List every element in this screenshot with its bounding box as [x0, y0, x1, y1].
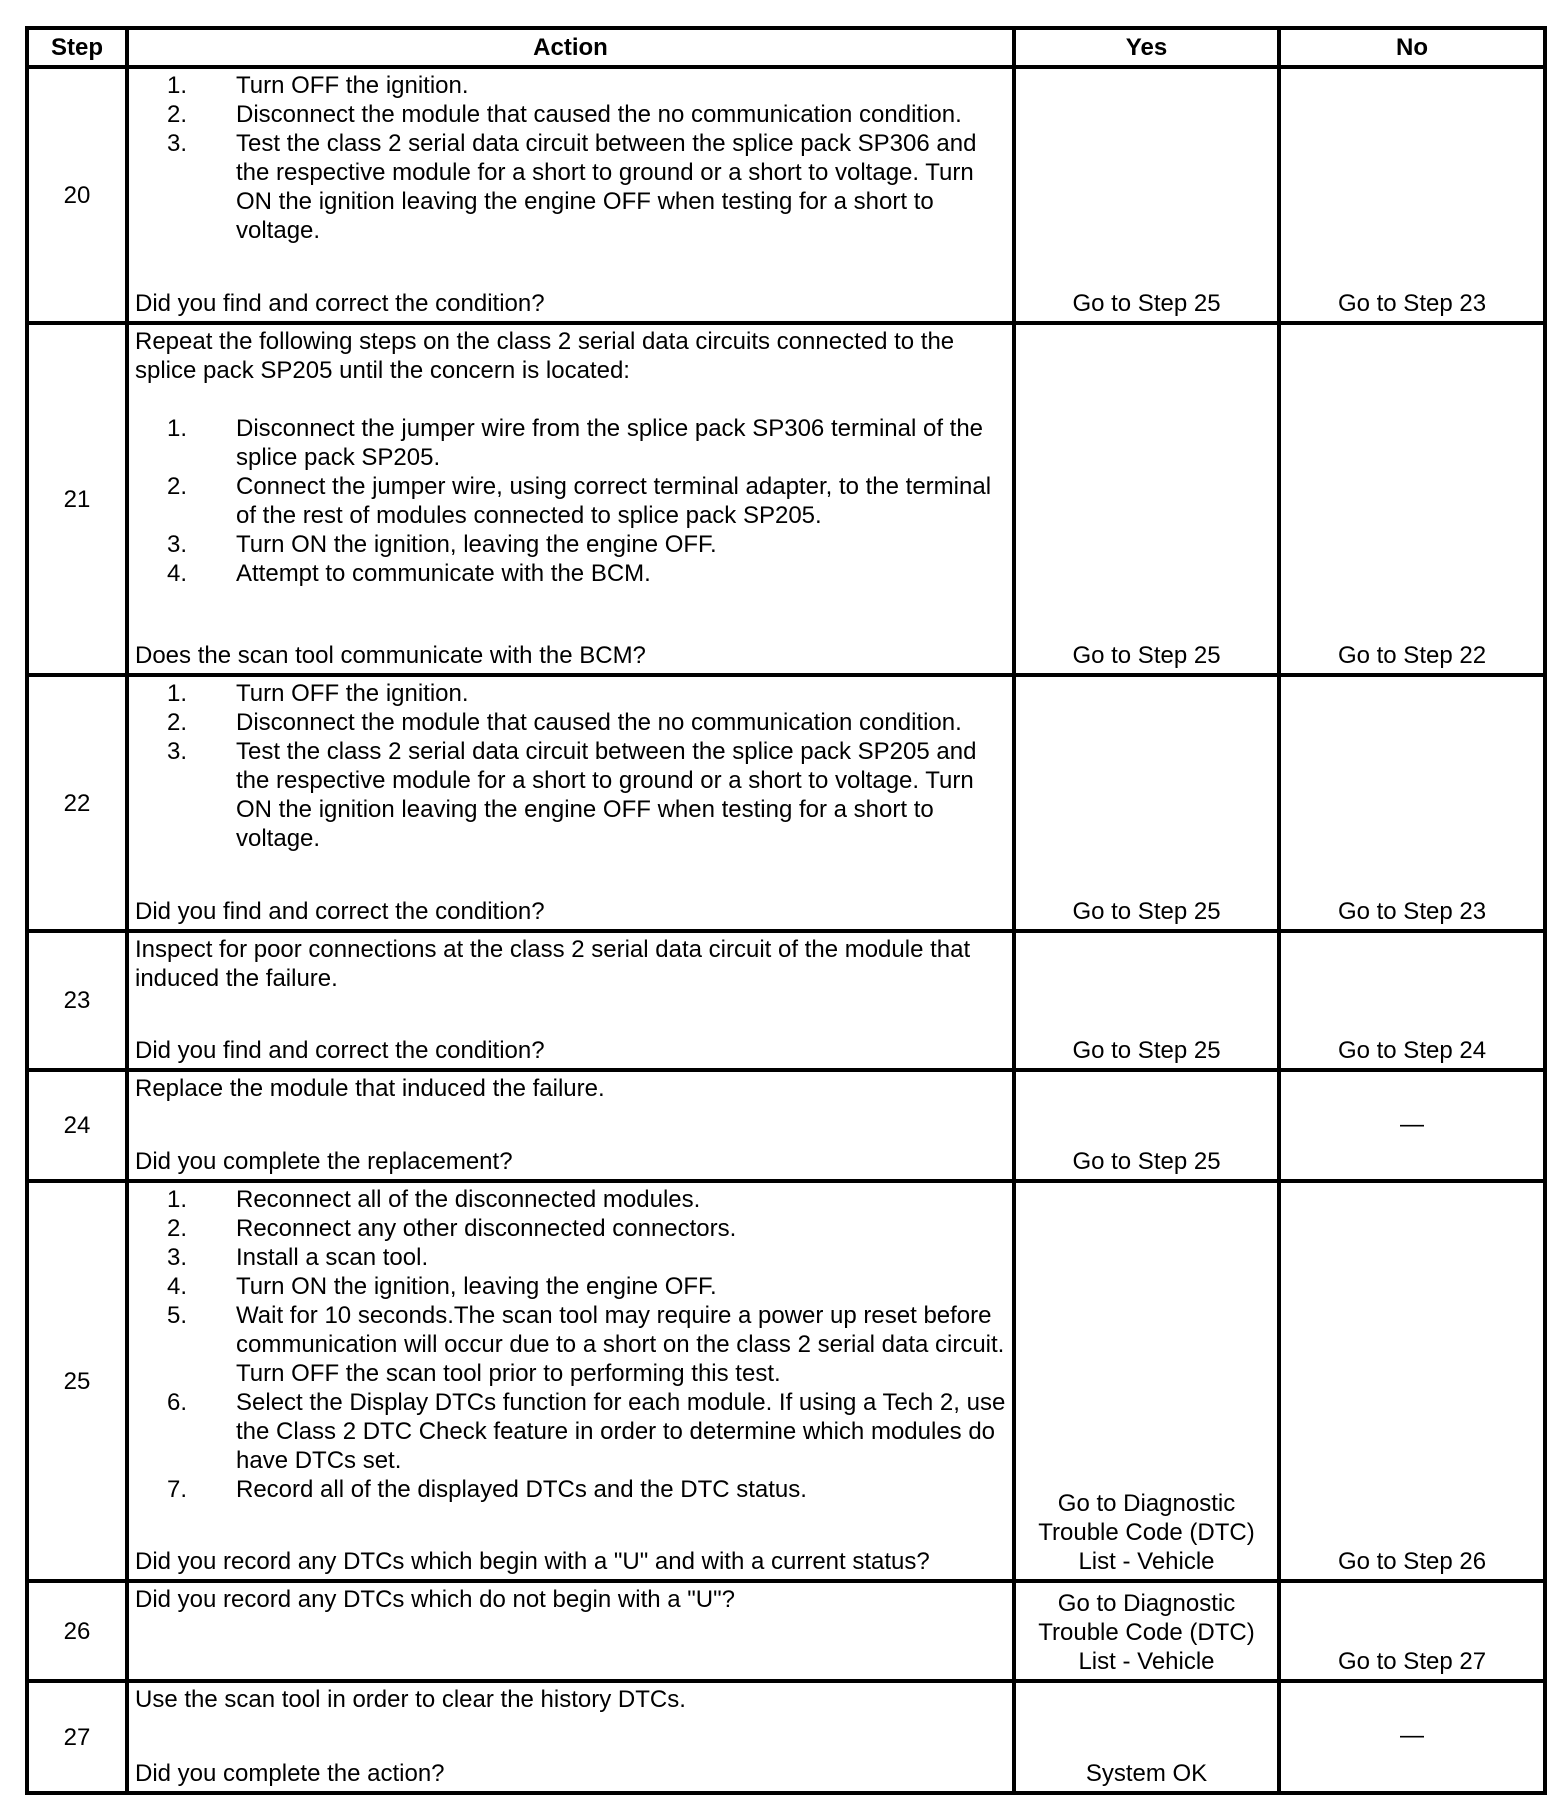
action-step: 6. Select the Display DTCs function for each module. If using a Tech 2, use the Class 2 DTC Check feature in order to determine which modules do have DTCs set.	[166, 1389, 1006, 1474]
step-row-25	[27, 1181, 1545, 1581]
action-step: 3. Test the class 2 serial data circuit between the splice pack SP205 and the respective module for a short to ground or a short to voltage. Turn ON the ignition leaving the engine OFF when testing for a short to voltage.	[166, 738, 977, 852]
action-steps	[135, 71, 1006, 245]
action-intro: Replace the module that induced the failure.	[135, 1075, 605, 1102]
action-cell	[127, 67, 1014, 323]
diagnostic-table	[25, 26, 1547, 1795]
no-cell: Go to Step 23	[1279, 675, 1545, 931]
step-number: 21	[27, 323, 127, 675]
step-number: 23	[27, 931, 127, 1070]
yes-cell: Go to Step 25	[1014, 67, 1279, 323]
action-intro: Inspect for poor connections at the class 2 serial data circuit of the module that induced the failure.	[135, 936, 971, 992]
action-step: 2. Disconnect the module that caused the no communication condition.	[166, 709, 962, 736]
action-question: Did you record any DTCs which begin with a "U" and with a current status?	[135, 1548, 930, 1575]
step-row-21	[27, 323, 1545, 675]
action-question: Does the scan tool communicate with the BCM?	[135, 642, 646, 669]
action-cell	[127, 1681, 1014, 1793]
yes-cell: Go to Diagnostic Trouble Code (DTC) List - Vehicle	[1014, 1581, 1279, 1681]
header-action: Action	[127, 28, 1014, 67]
action-question: Did you complete the action?	[135, 1760, 445, 1787]
action-cell	[127, 675, 1014, 931]
yes-cell: Go to Step 25	[1014, 323, 1279, 675]
no-cell: Go to Step 27	[1279, 1581, 1545, 1681]
yes-cell: System OK	[1014, 1681, 1279, 1793]
action-step: 1. Disconnect the jumper wire from the splice pack SP306 terminal of the splice pack SP205.	[166, 415, 984, 471]
action-step: 3. Test the class 2 serial data circuit between the splice pack SP306 and the respective module for a short to ground or a short to voltage. Turn ON the ignition leaving the engine OFF when testing for a short to voltage.	[166, 130, 977, 244]
no-cell: Go to Step 23	[1279, 67, 1545, 323]
action-step: 2. Reconnect any other disconnected connectors.	[166, 1215, 737, 1242]
no-cell: Go to Step 22	[1279, 323, 1545, 675]
action-step: 3. Turn ON the ignition, leaving the engine OFF.	[166, 531, 717, 558]
action-step: 2. Disconnect the module that caused the no communication condition.	[166, 101, 962, 128]
step-number: 26	[27, 1581, 127, 1681]
header-row	[27, 28, 1545, 67]
header-no: No	[1279, 28, 1545, 67]
yes-cell: Go to Step 25	[1014, 1070, 1279, 1181]
action-intro: Did you record any DTCs which do not begin with a "U"?	[135, 1586, 735, 1613]
step-number: 24	[27, 1070, 127, 1181]
action-step: 7. Record all of the displayed DTCs and the DTC status.	[166, 1476, 807, 1503]
step-row-24	[27, 1070, 1545, 1181]
no-cell: Go to Step 24	[1279, 931, 1545, 1070]
step-row-22	[27, 675, 1545, 931]
action-cell	[127, 1181, 1014, 1581]
step-row-23	[27, 931, 1545, 1070]
action-steps	[135, 679, 1006, 853]
no-cell: Go to Step 26	[1279, 1181, 1545, 1581]
action-step: 5. Wait for 10 seconds.The scan tool may require a power up reset before communication will occur due to a short on the class 2 serial data circuit. Turn OFF the scan tool prior to performing this test.	[166, 1302, 1005, 1387]
action-cell	[127, 323, 1014, 675]
action-step: 1. Turn OFF the ignition.	[166, 72, 469, 99]
action-steps	[135, 414, 1006, 588]
step-row-27	[27, 1681, 1545, 1793]
step-number: 22	[27, 675, 127, 931]
action-cell	[127, 1581, 1014, 1681]
yes-cell: Go to Step 25	[1014, 931, 1279, 1070]
header-yes: Yes	[1014, 28, 1279, 67]
step-number: 27	[27, 1681, 127, 1793]
action-cell	[127, 1070, 1014, 1181]
header-step: Step	[27, 28, 127, 67]
action-question: Did you find and correct the condition?	[135, 290, 545, 317]
action-step: 3. Install a scan tool.	[166, 1244, 429, 1271]
action-step: 2. Connect the jumper wire, using correct terminal adapter, to the terminal of the rest of modules connected to splice pack SP205.	[166, 473, 992, 529]
action-intro: Use the scan tool in order to clear the history DTCs.	[135, 1686, 686, 1713]
action-step: 1. Reconnect all of the disconnected modules.	[166, 1186, 701, 1213]
action-step: 4. Attempt to communicate with the BCM.	[166, 560, 651, 587]
action-question: Did you complete the replacement?	[135, 1148, 513, 1175]
yes-cell: Go to Diagnostic Trouble Code (DTC) List - Vehicle	[1014, 1181, 1279, 1581]
yes-cell: Go to Step 25	[1014, 675, 1279, 931]
step-number: 25	[27, 1181, 127, 1581]
action-steps	[135, 1185, 1006, 1504]
step-number: 20	[27, 67, 127, 323]
no-cell: —	[1279, 1681, 1545, 1793]
action-step: 4. Turn ON the ignition, leaving the engine OFF.	[166, 1273, 717, 1300]
no-cell: —	[1279, 1070, 1545, 1181]
step-row-20	[27, 67, 1545, 323]
action-intro: Repeat the following steps on the class 2 serial data circuits connected to the splice pack SP205 until the concern is located:	[135, 328, 955, 384]
step-row-26	[27, 1581, 1545, 1681]
action-question: Did you find and correct the condition?	[135, 898, 545, 925]
action-step: 1. Turn OFF the ignition.	[166, 680, 469, 707]
action-question: Did you find and correct the condition?	[135, 1037, 545, 1064]
action-cell	[127, 931, 1014, 1070]
